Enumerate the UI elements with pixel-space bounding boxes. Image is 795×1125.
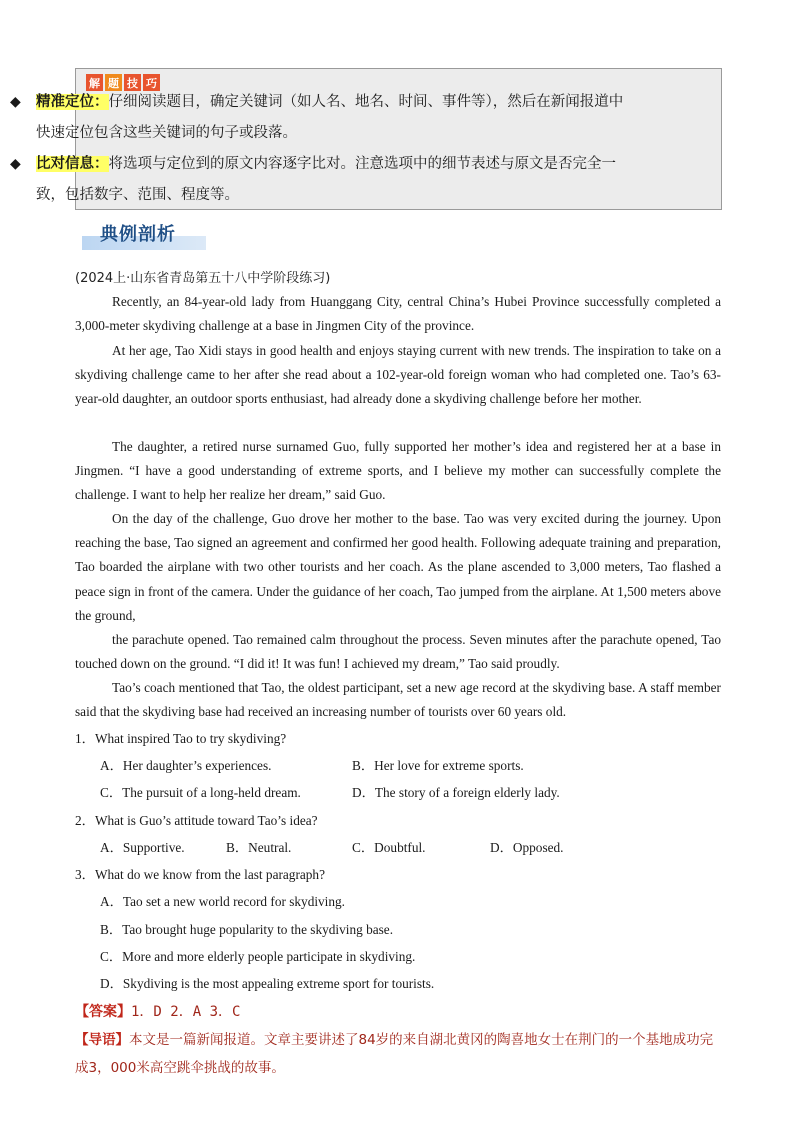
section-heading-text: 典例剖析 — [100, 224, 176, 245]
tips-badge-char: 技 — [124, 74, 141, 91]
question-option: C．The pursuit of a long-held dream. — [100, 785, 301, 800]
question-option: A．Her daughter’s experiences. — [100, 758, 272, 773]
tips-badge-char: 解 — [86, 74, 103, 91]
tip-item — [10, 87, 636, 149]
question-stem: 1．What inspired Tao to try skydiving? — [75, 731, 287, 746]
passage-paragraph: Tao’s coach mentioned that Tao, the oldest participant, set a new age record at the skydiving base. A staff member said that the skydiving base had received an increasing number of tourists over 60 years old. — [75, 680, 721, 720]
passage-paragraph: On the day of the challenge, Guo drove her mother to the base. Tao was very excited during the journey. Upon reaching the base, Tao signed an agreement and confirmed her good health. Following adequate training and preparation, Tao boarded the airplane with two other tourists and her coach. As the plane ascended to 3,000 meters, Tao flashed a peace sign in front of the camera. Under the guidance of her coach, Tao jumped from the airplane. At 1,500 meters above the ground, — [75, 511, 721, 623]
question-option: B．Tao brought huge popularity to the skydiving base. — [100, 922, 394, 937]
question-option: C．More and more elderly people participate in skydiving. — [100, 949, 416, 964]
answer-text: 1．D 2．A 3．C — [131, 1004, 241, 1020]
tip-label: 比对信息： — [36, 156, 109, 172]
source-note: (2024上·山东省青岛第五十八中学阶段练习) — [75, 271, 331, 286]
answer-line — [75, 1001, 240, 1021]
question-option: D．Skydiving is the most appealing extreme sport for tourists. — [100, 976, 435, 991]
tips-badge-char: 巧 — [143, 74, 160, 91]
question-stem: 2．What is Guo’s attitude toward Tao’s idea? — [75, 813, 318, 828]
question-option: A．Supportive. — [100, 840, 185, 855]
passage-paragraph: the parachute opened. Tao remained calm throughout the process. Seven minutes after the parachute opened, Tao touched down on the ground. “I did it! It was fun! I achieved my dream,” Tao said proudly. — [75, 632, 721, 672]
question-option: A．Tao set a new world record for skydiving. — [100, 894, 345, 909]
diamond-bullet-icon: ◆ — [10, 94, 21, 110]
question-option: B．Neutral. — [226, 840, 292, 855]
diamond-bullet-icon: ◆ — [10, 156, 21, 172]
tip-text: 仔细阅读题目，确定关键词（如人名、地名、时间、事件等），然后在新闻报道中快速定位包含这些关键词的句子或段落。 — [36, 94, 624, 141]
question-stem: 3．What do we know from the last paragraph? — [75, 867, 325, 882]
guide-paragraph — [75, 1026, 725, 1082]
tip-item — [10, 149, 636, 211]
question-option: B．Her love for extreme sports. — [352, 758, 524, 773]
passage-paragraph: The daughter, a retired nurse surnamed Guo, fully supported her mother’s idea and registered her at a base in Jingmen. “I have a good understanding of extreme sports, and I believe my mother can successfully complete the challenge. I want to help her realize her dream,” said Guo. — [75, 439, 721, 503]
question-option: D．The story of a foreign elderly lady. — [352, 785, 560, 800]
passage-paragraph: At her age, Tao Xidi stays in good health and enjoys staying current with new trends. The inspiration to take on a skydiving challenge came to her after she read about a 102-year-old foreign woman who had completed one. Tao’s 63-year-old daughter, an outdoor sports enthusiast, had already done a skydiving challenge before her mother. — [75, 343, 721, 407]
section-heading — [82, 218, 206, 252]
tips-badge-char: 题 — [105, 74, 122, 91]
guide-tag: 【导语】 — [75, 1032, 129, 1048]
tip-label: 精准定位： — [36, 94, 109, 110]
question-option: D．Opposed. — [490, 840, 564, 855]
tip-text: 将选项与定位到的原文内容逐字比对。注意选项中的细节表述与原文是否完全一致，包括数字、范围、程度等。 — [36, 156, 616, 203]
guide-text: 本文是一篇新闻报道。文章主要讲述了84岁的来自湖北黄冈的陶喜地女士在荆门的一个基地成功完成3，000米高空跳伞挑战的故事。 — [75, 1032, 714, 1076]
question-option: C．Doubtful. — [352, 840, 426, 855]
passage-paragraph: Recently, an 84-year-old lady from Huanggang City, central China’s Hubei Province successfully completed a 3,000-meter skydiving challenge at a base in Jingmen City of the province. — [75, 294, 721, 334]
answer-tag: 【答案】 — [75, 1004, 131, 1020]
